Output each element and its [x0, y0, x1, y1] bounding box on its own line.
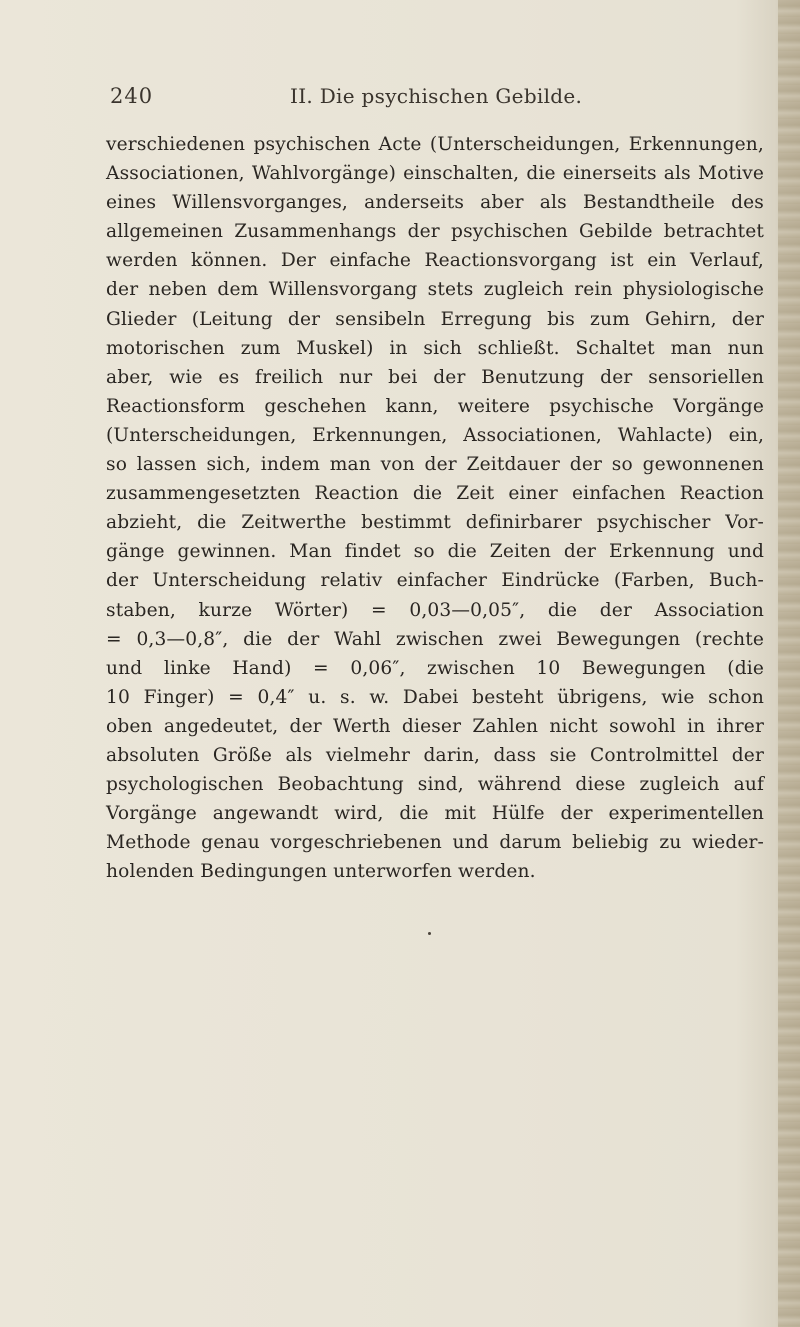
text-line: absoluten Größe als vielmehr darin, dass sie Controlmittel der	[106, 744, 764, 766]
text-line: aber, wie es freilich nur bei der Benutzung der sensoriellen	[106, 366, 764, 388]
body-paragraph	[106, 130, 764, 886]
text-line: (Unterscheidungen, Erkennungen, Associationen, Wahlacte) ein,	[106, 424, 764, 446]
ink-speck	[428, 932, 431, 935]
running-head: II. Die psychischen Gebilde.	[290, 84, 583, 108]
text-line: Glieder (Leitung der sensibeln Erregung bis zum Gehirn, der	[106, 308, 764, 330]
text-line: staben, kurze Wörter) = 0,03—0,05″, die der Association	[106, 599, 764, 621]
text-line: allgemeinen Zusammenhangs der psychischen Gebilde betrachtet	[106, 221, 764, 243]
text-line: werden können. Der einfache Reactionsvorgang ist ein Verlauf,	[106, 250, 764, 272]
page-header	[110, 84, 750, 114]
text-line: zusammengesetzten Reaction die Zeit einer einfachen Reaction	[106, 483, 764, 505]
text-line: oben angedeutet, der Werth dieser Zahlen nicht sowohl in ihrer	[106, 715, 764, 737]
text-line: Vorgänge angewandt wird, die mit Hülfe der experimentellen	[106, 803, 764, 825]
text-line: psychologischen Beobachtung sind, während diese zugleich auf	[106, 774, 764, 796]
page-number: 240	[110, 84, 154, 108]
text-line: 10 Finger) = 0,4″ u. s. w. Dabei besteht übrigens, wie schon	[106, 686, 764, 708]
text-line: der neben dem Willensvorgang stets zugleich rein physiologische	[106, 279, 764, 301]
text-line: gänge gewinnen. Man findet so die Zeiten der Erkennung und	[106, 541, 764, 563]
text-line: eines Willensvorganges, anderseits aber als Bestandtheile des	[106, 192, 764, 214]
text-line: verschiedenen psychischen Acte (Unterscheidungen, Erkennungen,	[106, 134, 764, 155]
text-line: und linke Hand) = 0,06″, zwischen 10 Bewegungen (die	[106, 657, 764, 679]
text-line: der Unterscheidung relativ einfacher Eindrücke (Farben, Buch-	[106, 570, 764, 592]
text-line: motorischen zum Muskel) in sich schließt. Schaltet man nun	[106, 337, 764, 359]
page-edge-shadow	[778, 0, 800, 1327]
text-line-last: holenden Bedingungen unterworfen werden.	[106, 861, 536, 883]
text-line: Methode genau vorgeschriebenen und darum beliebig zu wieder-	[106, 832, 764, 854]
text-line: Associationen, Wahlvorgänge) einschalten, die einerseits als Motive	[106, 163, 764, 185]
text-line: abzieht, die Zeitwerthe bestimmt definirbarer psychischer Vor-	[106, 512, 764, 534]
text-line: Reactionsform geschehen kann, weitere psychische Vorgänge	[106, 395, 764, 417]
text-line: so lassen sich, indem man von der Zeitdauer der so gewonnenen	[106, 454, 764, 476]
text-line: = 0,3—0,8″, die der Wahl zwischen zwei Bewegungen (rechte	[106, 628, 764, 650]
